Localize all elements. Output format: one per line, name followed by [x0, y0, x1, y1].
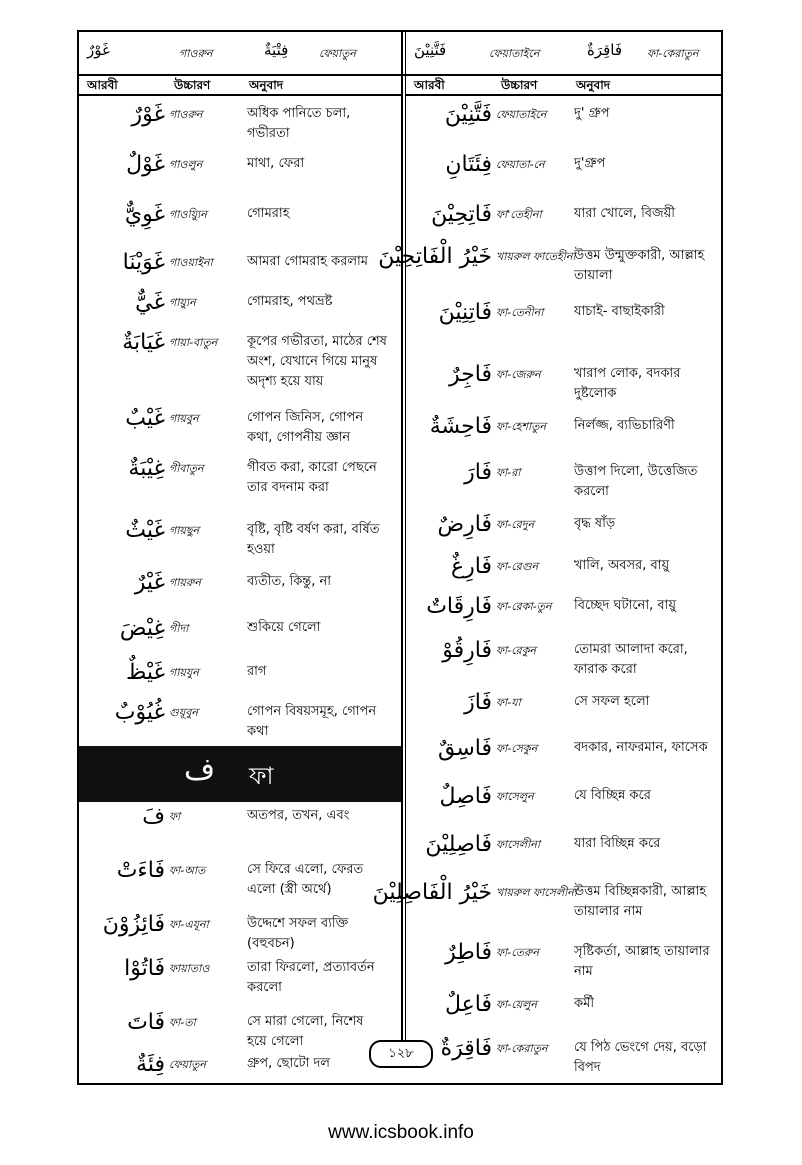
- entry-arabic: فَ: [142, 804, 165, 829]
- entry-meaning: ব্যতীত, কিন্তু, না: [247, 574, 332, 589]
- entry-meaning: সে ফিরে এলো, ফেরত এলো (স্ত্রী অর্থে): [247, 862, 364, 897]
- entry-pronunciation: ফা-রেগুন: [496, 560, 539, 573]
- entry-meaning: অতপর, তখন, এবং: [247, 808, 350, 823]
- dictionary-page: [77, 30, 723, 1085]
- entry-meaning: কর্মী: [574, 996, 595, 1011]
- entry-pronunciation: ফা-রেকা-তুন: [496, 600, 552, 613]
- entry-pronunciation: গায়যুন: [169, 666, 199, 679]
- entry-pronunciation: ফা-এযূনা: [169, 918, 209, 931]
- header-arabic: আরবী: [87, 78, 118, 92]
- entry-pronunciation: ফা-আত: [169, 864, 206, 877]
- entry-pronunciation: ফা-হেশাতুন: [496, 420, 546, 433]
- entry-meaning: বদকার, নাফরমান, ফাসেক: [574, 740, 708, 755]
- entry-meaning: গীবত করা, কারো পেছনে তার বদনাম করা: [247, 460, 377, 495]
- entry-meaning: সৃষ্টিকর্তা, আল্লাহ তায়ালার নাম: [574, 944, 710, 979]
- entry-pronunciation: গায়ছুন: [169, 524, 200, 537]
- entry-arabic: فِئَةٌ: [136, 1052, 165, 1077]
- entry-meaning: সে মারা গেলো, নিশেষ হয়ে গেলো: [247, 1014, 364, 1049]
- entry-arabic: فَارِقَاتٌ: [426, 594, 492, 619]
- entry-arabic: غِيْبَةٌ: [128, 456, 165, 481]
- entry-meaning: যে বিচ্ছিন্ন করে: [574, 788, 651, 803]
- entry-arabic: فَاءَتْ: [116, 858, 165, 883]
- entry-pronunciation: ফা'তেহীনা: [496, 208, 542, 221]
- guide-left-arabic: غَوْرٌ: [87, 41, 110, 59]
- entry-meaning: কূপের গভীরতা, মাঠের শেষ অংশ, যেখানে গিয়ে মানুষ অদৃশ্য হয়ে যায়: [247, 334, 387, 389]
- page-number: ১২৮: [369, 1040, 433, 1068]
- entry-arabic: فَاسِقٌ: [437, 736, 492, 761]
- entry-arabic: فَاتِنِيْنَ: [438, 300, 492, 325]
- entry-arabic: خَيْرُ الْفَاصِلِيْنَ: [372, 880, 492, 905]
- entry-arabic: فِئَتَانِ: [445, 152, 492, 177]
- entry-pronunciation: ফা-রেদুন: [496, 518, 535, 531]
- entry-pronunciation: ফা-রেকুন: [496, 644, 536, 657]
- entry-arabic: غَيٌّ: [135, 290, 165, 315]
- entry-arabic: غَوَيْنَا: [122, 250, 165, 275]
- entry-pronunciation: ফেয়াতাইনে: [496, 108, 547, 121]
- entry-meaning: গ্রুপ, ছোটো দল: [247, 1056, 330, 1071]
- entry-pronunciation: ফা-তেরুন: [496, 946, 539, 959]
- entry-meaning: বৃষ্টি, বৃষ্টি বর্ষণ করা, বর্ষিত হওয়া: [247, 522, 380, 557]
- entry-pronunciation: ফেয়াতা-নে: [496, 158, 545, 171]
- entry-arabic: فَارِضٌ: [437, 512, 492, 537]
- entry-meaning: যারা খোলে, বিজয়ী: [574, 206, 676, 221]
- entry-arabic: خَيْرُ الْفَاتِحِيْنَ: [378, 244, 492, 269]
- entry-pronunciation: ফা-য়েলুন: [496, 998, 537, 1011]
- band-bengali-letter: ফা: [249, 762, 274, 790]
- entry-meaning: বিচ্ছেদ ঘটানো, বায়ু: [574, 598, 677, 613]
- header-pronunciation: উচ্চারণ: [501, 78, 538, 92]
- guide-far-pron: ফা-কেরাতুন: [647, 47, 699, 60]
- entry-meaning: গোপন বিষয়সমূহ, গোপন কথা: [247, 704, 377, 739]
- entry-pronunciation: গাওয়্যিুন: [169, 208, 207, 221]
- right-column-header: [406, 74, 721, 96]
- entry-arabic: فَاطِرٌ: [445, 940, 492, 965]
- entry-pronunciation: ফা-তা: [169, 1016, 196, 1029]
- entry-arabic: فَائِزُوْنَ: [102, 912, 165, 937]
- header-meaning: অনুবাদ: [249, 78, 284, 92]
- guide-right-pron: ফেয়াতাইনে: [489, 47, 540, 60]
- entry-arabic: غَيْرٌ: [134, 570, 165, 595]
- entry-arabic: غِيْضَ: [119, 616, 165, 641]
- entry-arabic: فَاتِحِيْنَ: [431, 202, 492, 227]
- entry-pronunciation: খায়রুল ফাসেলীনা: [496, 886, 578, 899]
- entry-meaning: তারা ফিরলো, প্রত্যাবর্তন করলো: [247, 960, 375, 995]
- entry-pronunciation: গায়া-বাতুন: [169, 336, 218, 349]
- header-meaning: অনুবাদ: [576, 78, 611, 92]
- entry-meaning: গোমরাহ: [247, 206, 290, 221]
- entry-meaning: যাচাই- বাছাইকারী: [574, 304, 665, 319]
- entry-pronunciation: ফা: [169, 810, 181, 823]
- entry-arabic: غَوِيٌّ: [124, 202, 165, 227]
- entry-meaning: বৃদ্ধ ষাঁড়: [574, 516, 616, 531]
- entry-meaning: মাথা, ফেরা: [247, 156, 305, 171]
- entry-arabic: فَارِغٌ: [451, 554, 492, 579]
- entry-arabic: فَاحِشَةٌ: [429, 414, 492, 439]
- entry-arabic: غَوْلٌ: [126, 152, 165, 177]
- entry-pronunciation: ফা-কেরাতুন: [496, 1042, 548, 1055]
- guide-mid-arabic: فِتْيَةٌ: [264, 41, 289, 59]
- entry-pronunciation: গুয়ূবুন: [169, 706, 198, 719]
- entry-arabic: فَاعِلٌ: [444, 992, 492, 1017]
- entry-arabic: فَاقِرَةٌ: [440, 1036, 492, 1061]
- entry-pronunciation: গায়্যুন: [169, 296, 196, 309]
- entry-meaning: নির্লজ্জ, ব্যভিচারিণী: [574, 418, 675, 433]
- entry-pronunciation: ফা-সেকুন: [496, 742, 538, 755]
- entry-pronunciation: ফা-জেরুন: [496, 368, 541, 381]
- entry-meaning: যারা বিচ্ছিন্ন করে: [574, 836, 661, 851]
- entry-pronunciation: ফা-রা: [496, 466, 521, 479]
- entry-meaning: দু'গ্রুপ: [574, 156, 606, 171]
- entry-arabic: فَاتُوْا: [124, 956, 165, 981]
- entry-arabic: غَوْرٌ: [131, 102, 165, 127]
- footer-url[interactable]: www.icsbook.info: [328, 1122, 474, 1143]
- guide-far-arabic: فَاقِرَةٌ: [587, 41, 623, 59]
- entry-pronunciation: গীবাতুন: [169, 462, 204, 475]
- entry-meaning: দু' গ্রুপ: [574, 106, 610, 121]
- entry-pronunciation: খায়রুল ফাতেহীনা: [496, 250, 576, 263]
- entry-pronunciation: ফা-তেনীনা: [496, 306, 544, 319]
- entry-pronunciation: গাওলুন: [169, 158, 203, 171]
- entry-pronunciation: গায়রুন: [169, 576, 201, 589]
- entry-arabic: فَاصِلِيْنَ: [425, 832, 492, 857]
- entry-arabic: غَيْظٌ: [125, 660, 165, 685]
- entry-arabic: فَازَ: [464, 690, 492, 715]
- entry-meaning: উত্তম বিচ্ছিন্নকারী, আল্লাহ তায়ালার নাম: [574, 884, 707, 919]
- entry-pronunciation: ফায়াতাও: [169, 962, 210, 975]
- header-pronunciation: উচ্চারণ: [174, 78, 211, 92]
- entry-meaning: উদ্দেশে সফল ব্যক্তি (বহুবচন): [247, 916, 349, 951]
- entry-arabic: فَاصِلٌ: [439, 784, 492, 809]
- entry-pronunciation: গায়বুন: [169, 412, 199, 425]
- entry-arabic: غَيَابَةٌ: [122, 330, 165, 355]
- entry-meaning: গোপন জিনিস, গোপন কথা, গোপনীয় জ্ঞান: [247, 410, 364, 445]
- entry-arabic: فَاجِرٌ: [449, 362, 492, 387]
- entry-arabic: فَاتَ: [127, 1010, 165, 1035]
- entry-pronunciation: ফাসেলুন: [496, 790, 534, 803]
- entry-meaning: খারাপ লোক, বদকার দুষ্টলোক: [574, 366, 681, 401]
- guide-left-pron: গাওরুন: [179, 47, 213, 60]
- entry-meaning: তোমরা আলাদা করো, ফারাক করো: [574, 642, 688, 677]
- entry-meaning: যে পিঠ ভেংগে দেয়, বড়ো বিপদ: [574, 1040, 707, 1075]
- entry-pronunciation: ফেয়াতুন: [169, 1058, 206, 1071]
- guide-words-bar: [79, 32, 721, 76]
- entry-pronunciation: গীদা: [169, 622, 189, 635]
- letter-section-band: [79, 746, 401, 802]
- entry-arabic: فَارَ: [464, 460, 492, 485]
- entry-pronunciation: গাওরুন: [169, 108, 203, 121]
- guide-mid-pron: ফেয়াতুন: [319, 47, 356, 60]
- left-column-header: [79, 74, 401, 96]
- entry-meaning: রাগ: [247, 664, 267, 679]
- entry-meaning: আমরা গোমরাহ করলাম: [247, 254, 369, 269]
- band-arabic-letter: ف: [184, 752, 216, 787]
- entry-meaning: সে সফল হলো: [574, 694, 650, 709]
- entry-pronunciation: ফাসেলীনা: [496, 838, 541, 851]
- guide-right-arabic: فَتَّنِيْنَ: [414, 41, 447, 59]
- entry-meaning: উত্তাপ দিলো, উত্তেজিত করলো: [574, 464, 698, 499]
- entry-meaning: শুকিয়ে গেলো: [247, 620, 321, 635]
- entry-arabic: غَيْثٌ: [125, 518, 165, 543]
- entry-meaning: গোমরাহ, পথভ্রষ্ট: [247, 294, 333, 309]
- entry-meaning: অধিক পানিতে চলা, গভীরতা: [247, 106, 351, 141]
- entry-meaning: খালি, অবসর, বায়ু: [574, 558, 670, 573]
- header-arabic: আরবী: [414, 78, 445, 92]
- entry-arabic: فَتَّنِيْنَ: [444, 102, 492, 127]
- entry-meaning: উত্তম উন্মুক্তকারী, আল্লাহ তায়ালা: [574, 248, 705, 283]
- entry-pronunciation: গাওয়াইনা: [169, 256, 213, 269]
- entry-arabic: غَيْبٌ: [125, 406, 165, 431]
- entry-pronunciation: ফা-যা: [496, 696, 521, 709]
- entry-arabic: غُيُوْبٌ: [114, 700, 165, 725]
- entry-arabic: فَارِقُوْ: [442, 638, 492, 663]
